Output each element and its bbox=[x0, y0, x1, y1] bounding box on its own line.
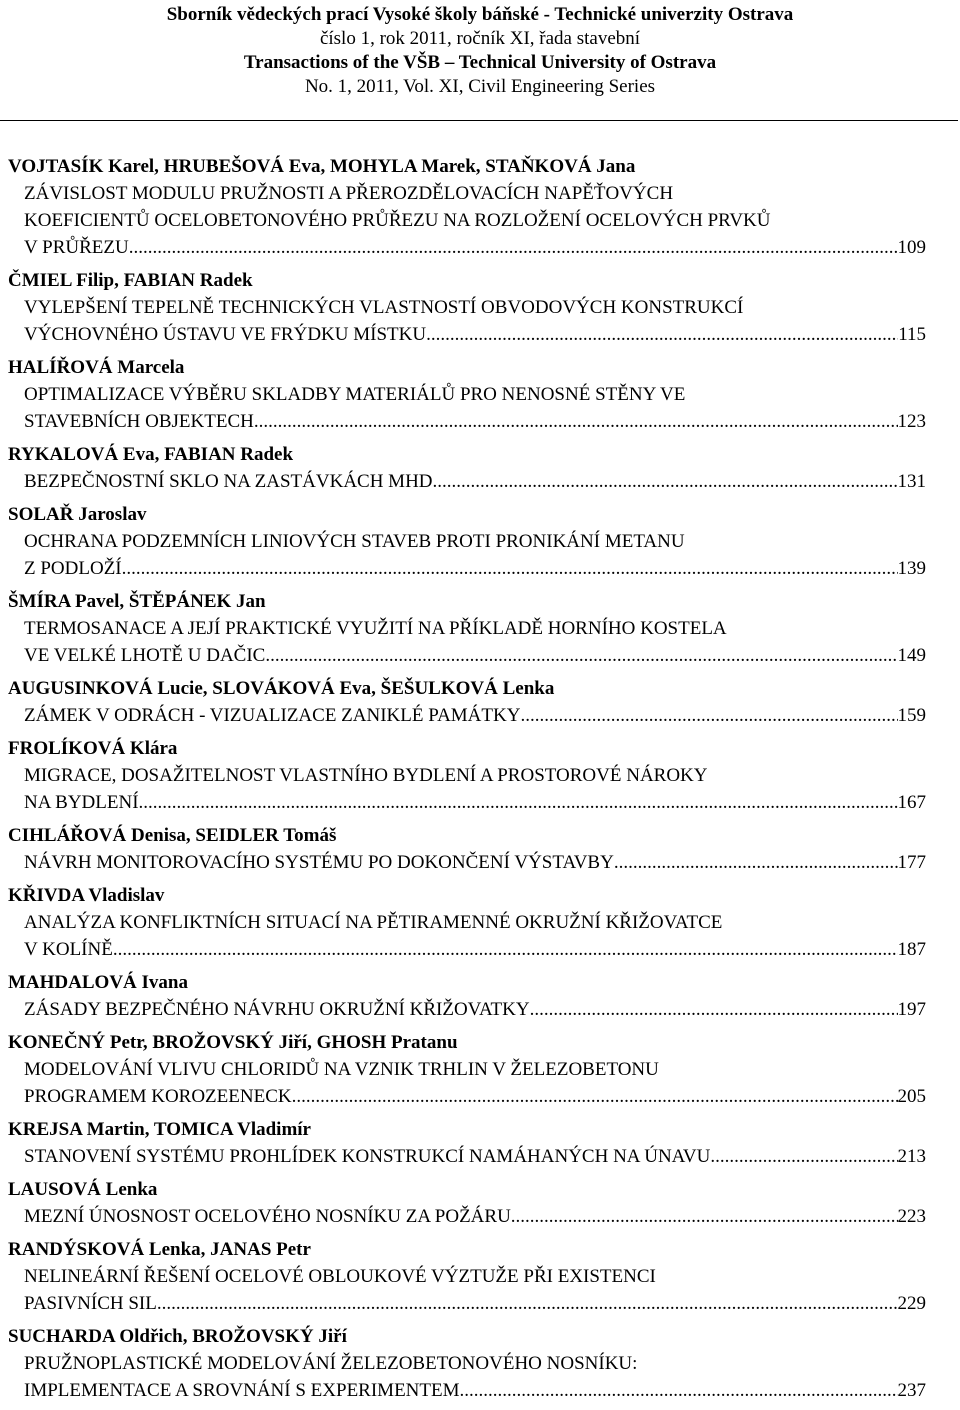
toc-entry bbox=[8, 882, 926, 963]
entry-title-line bbox=[24, 1143, 926, 1170]
entry-authors: LAUSOVÁ Lenka bbox=[8, 1179, 158, 1200]
entry-authors: FROLÍKOVÁ Klára bbox=[8, 738, 178, 759]
dot-leader bbox=[426, 321, 898, 348]
entry-title-text: IMPLEMENTACE A SROVNÁNÍ S EXPERIMENTEM bbox=[24, 1380, 460, 1401]
entry-title-line bbox=[24, 1203, 926, 1230]
entry-page-number: 177 bbox=[897, 852, 926, 873]
entry-title bbox=[8, 849, 926, 876]
entry-title bbox=[8, 528, 926, 582]
entry-title bbox=[8, 615, 926, 669]
dot-leader bbox=[292, 1083, 898, 1110]
entry-authors: AUGUSINKOVÁ Lucie, SLOVÁKOVÁ Eva, ŠEŠULKOVÁ Lenka bbox=[8, 678, 555, 699]
entry-title-line bbox=[24, 789, 926, 816]
entry-title bbox=[8, 1350, 926, 1404]
entry-authors: VOJTASÍK Karel, HRUBEŠOVÁ Eva, MOHYLA Marek, STAŇKOVÁ Jana bbox=[8, 156, 636, 177]
dot-leader bbox=[433, 468, 898, 495]
entry-page-number: 213 bbox=[897, 1146, 926, 1167]
issue-info-en: No. 1, 2011, Vol. XI, Civil Engineering Series bbox=[304, 76, 656, 97]
entry-title-line: ANALÝZA KONFLIKTNÍCH SITUACÍ NA PĚTIRAMENNÉ OKRUŽNÍ KŘIŽOVATCE bbox=[24, 912, 723, 933]
entry-title-line bbox=[24, 1083, 926, 1110]
entry-title-text: ZÁMEK V ODRÁCH - VIZUALIZACE ZANIKLÉ PAMÁTKY bbox=[24, 705, 521, 726]
entry-title-line: MIGRACE, DOSAŽITELNOST VLASTNÍHO BYDLENÍ A PROSTOROVÉ NÁROKY bbox=[24, 765, 708, 786]
dot-leader bbox=[710, 1143, 897, 1170]
entry-title-text: V PRŮŘEZU bbox=[24, 237, 129, 258]
entry-page-number: 149 bbox=[897, 645, 926, 666]
entry-title bbox=[8, 468, 926, 495]
journal-header bbox=[0, 0, 960, 99]
entry-authors: SUCHARDA Oldřich, BROŽOVSKÝ Jiří bbox=[8, 1326, 347, 1347]
entry-title-line: VYLEPŠENÍ TEPELNĚ TECHNICKÝCH VLASTNOSTÍ OBVODOVÝCH KONSTRUKCÍ bbox=[24, 297, 744, 318]
entry-page-number: 223 bbox=[897, 1206, 926, 1227]
entry-title-line bbox=[24, 702, 926, 729]
entry-title bbox=[8, 180, 926, 261]
dot-leader bbox=[530, 996, 898, 1023]
dot-leader bbox=[129, 234, 898, 261]
toc-entry bbox=[8, 735, 926, 816]
entry-authors: KREJSA Martin, TOMICA Vladimír bbox=[8, 1119, 311, 1140]
entry-title-text: MEZNÍ ÚNOSNOST OCELOVÉHO NOSNÍKU ZA POŽÁRU bbox=[24, 1206, 511, 1227]
entry-authors: MAHDALOVÁ Ivana bbox=[8, 972, 188, 993]
entry-title-line: NELINEÁRNÍ ŘEŠENÍ OCELOVÉ OBLOUKOVÉ VÝZTUŽE PŘI EXISTENCI bbox=[24, 1266, 656, 1287]
dot-leader bbox=[254, 408, 898, 435]
entry-page-number: 115 bbox=[898, 324, 926, 345]
issue-info-cz: číslo 1, rok 2011, ročník XI, řada stavební bbox=[319, 28, 641, 49]
entry-title-text: V KOLÍNĚ bbox=[24, 939, 113, 960]
entry-title-text: PASIVNÍCH SIL bbox=[24, 1293, 157, 1314]
dot-leader bbox=[511, 1203, 898, 1230]
entry-title-text: VE VELKÉ LHOTĚ U DAČIC bbox=[24, 645, 266, 666]
entry-page-number: 123 bbox=[897, 411, 926, 432]
entry-title-line: PRUŽNOPLASTICKÉ MODELOVÁNÍ ŽELEZOBETONOVÉHO NOSNÍKU: bbox=[24, 1353, 638, 1374]
entry-page-number: 187 bbox=[897, 939, 926, 960]
entry-authors: RANDÝSKOVÁ Lenka, JANAS Petr bbox=[8, 1239, 311, 1260]
journal-title-en: Transactions of the VŠB – Technical University of Ostrava bbox=[243, 52, 717, 73]
entry-title-line: ZÁVISLOST MODULU PRUŽNOSTI A PŘEROZDĚLOVACÍCH NAPĚŤOVÝCH bbox=[24, 183, 674, 204]
toc-entry bbox=[8, 1116, 926, 1170]
entry-title-line bbox=[24, 321, 926, 348]
entry-page-number: 197 bbox=[897, 999, 926, 1020]
header-divider bbox=[0, 120, 958, 121]
entry-authors: CIHLÁŘOVÁ Denisa, SEIDLER Tomáš bbox=[8, 825, 337, 846]
toc-entry bbox=[8, 822, 926, 876]
entry-title-text: BEZPEČNOSTNÍ SKLO NA ZASTÁVKÁCH MHD bbox=[24, 471, 433, 492]
entry-page-number: 237 bbox=[897, 1380, 926, 1401]
entry-title bbox=[8, 381, 926, 435]
toc-entry bbox=[8, 969, 926, 1023]
toc-entry bbox=[8, 588, 926, 669]
dot-leader bbox=[157, 1290, 898, 1317]
entry-title-text: NÁVRH MONITOROVACÍHO SYSTÉMU PO DOKONČENÍ VÝSTAVBY bbox=[24, 852, 614, 873]
journal-title-cz: Sborník vědeckých prací Vysoké školy báňské - Technické univerzity Ostrava bbox=[166, 4, 794, 25]
toc-entry bbox=[8, 441, 926, 495]
entry-page-number: 229 bbox=[897, 1293, 926, 1314]
entry-authors: SOLAŘ Jaroslav bbox=[8, 504, 147, 525]
dot-leader bbox=[265, 642, 897, 669]
entry-title-line: KOEFICIENTŮ OCELOBETONOVÉHO PRŮŘEZU NA ROZLOŽENÍ OCELOVÝCH PRVKŮ bbox=[24, 210, 771, 231]
entry-title bbox=[8, 909, 926, 963]
toc-entry bbox=[8, 1176, 926, 1230]
table-of-contents bbox=[8, 153, 926, 1410]
dot-leader bbox=[520, 702, 897, 729]
entry-page-number: 167 bbox=[897, 792, 926, 813]
entry-page-number: 109 bbox=[897, 237, 926, 258]
entry-title-line: OCHRANA PODZEMNÍCH LINIOVÝCH STAVEB PROTI PRONIKÁNÍ METANU bbox=[24, 531, 685, 552]
entry-title-text: ZÁSADY BEZPEČNÉHO NÁVRHU OKRUŽNÍ KŘIŽOVATKY bbox=[24, 999, 530, 1020]
entry-authors: HALÍŘOVÁ Marcela bbox=[8, 357, 185, 378]
entry-title-line bbox=[24, 468, 926, 495]
entry-authors: ŠMÍRA Pavel, ŠTĚPÁNEK Jan bbox=[8, 591, 266, 612]
entry-authors: KŘIVDA Vladislav bbox=[8, 885, 165, 906]
entry-authors: KONEČNÝ Petr, BROŽOVSKÝ Jiří, GHOSH Pratanu bbox=[8, 1032, 458, 1053]
entry-title-text: PROGRAMEM KOROZEENECK bbox=[24, 1086, 292, 1107]
entry-authors: RYKALOVÁ Eva, FABIAN Radek bbox=[8, 444, 294, 465]
entry-title-line bbox=[24, 234, 926, 261]
entry-title bbox=[8, 996, 926, 1023]
entry-title-line bbox=[24, 936, 926, 963]
dot-leader bbox=[614, 849, 898, 876]
toc-entry bbox=[8, 354, 926, 435]
entry-title-line: TERMOSANACE A JEJÍ PRAKTICKÉ VYUŽITÍ NA PŘÍKLADĚ HORNÍHO KOSTELA bbox=[24, 618, 727, 639]
entry-title-line: MODELOVÁNÍ VLIVU CHLORIDŮ NA VZNIK TRHLIN V ŽELEZOBETONU bbox=[24, 1059, 659, 1080]
toc-entry bbox=[8, 675, 926, 729]
entry-title-line bbox=[24, 408, 926, 435]
entry-title-line: OPTIMALIZACE VÝBĚRU SKLADBY MATERIÁLŮ PRO NENOSNÉ STĚNY VE bbox=[24, 384, 686, 405]
dot-leader bbox=[113, 936, 898, 963]
entry-page-number: 159 bbox=[897, 705, 926, 726]
entry-title bbox=[8, 762, 926, 816]
entry-title bbox=[8, 1143, 926, 1170]
entry-title-text: NA BYDLENÍ bbox=[24, 792, 139, 813]
entry-title-text: Z PODLOŽÍ bbox=[24, 558, 122, 579]
toc-entry bbox=[8, 267, 926, 348]
entry-page-number: 139 bbox=[897, 558, 926, 579]
entry-title-line bbox=[24, 849, 926, 876]
entry-title bbox=[8, 294, 926, 348]
entry-title bbox=[8, 1056, 926, 1110]
entry-title bbox=[8, 1263, 926, 1317]
entry-title-text: STAVEBNÍCH OBJEKTECH bbox=[24, 411, 254, 432]
entry-title-line bbox=[24, 555, 926, 582]
entry-title-line bbox=[24, 996, 926, 1023]
toc-entry bbox=[8, 1236, 926, 1317]
entry-title bbox=[8, 1203, 926, 1230]
toc-entry bbox=[8, 501, 926, 582]
entry-title-text: VÝCHOVNÉHO ÚSTAVU VE FRÝDKU MÍSTKU bbox=[24, 324, 427, 345]
toc-entry bbox=[8, 153, 926, 261]
entry-authors: ČMIEL Filip, FABIAN Radek bbox=[8, 270, 253, 291]
entry-page-number: 205 bbox=[897, 1086, 926, 1107]
dot-leader bbox=[139, 789, 898, 816]
entry-title-text: STANOVENÍ SYSTÉMU PROHLÍDEK KONSTRUKCÍ NAMÁHANÝCH NA ÚNAVU bbox=[24, 1146, 711, 1167]
dot-leader bbox=[122, 555, 898, 582]
entry-title-line bbox=[24, 642, 926, 669]
entry-title bbox=[8, 702, 926, 729]
entry-title-line bbox=[24, 1290, 926, 1317]
toc-entry bbox=[8, 1029, 926, 1110]
toc-entry bbox=[8, 1323, 926, 1404]
entry-page-number: 131 bbox=[897, 471, 926, 492]
